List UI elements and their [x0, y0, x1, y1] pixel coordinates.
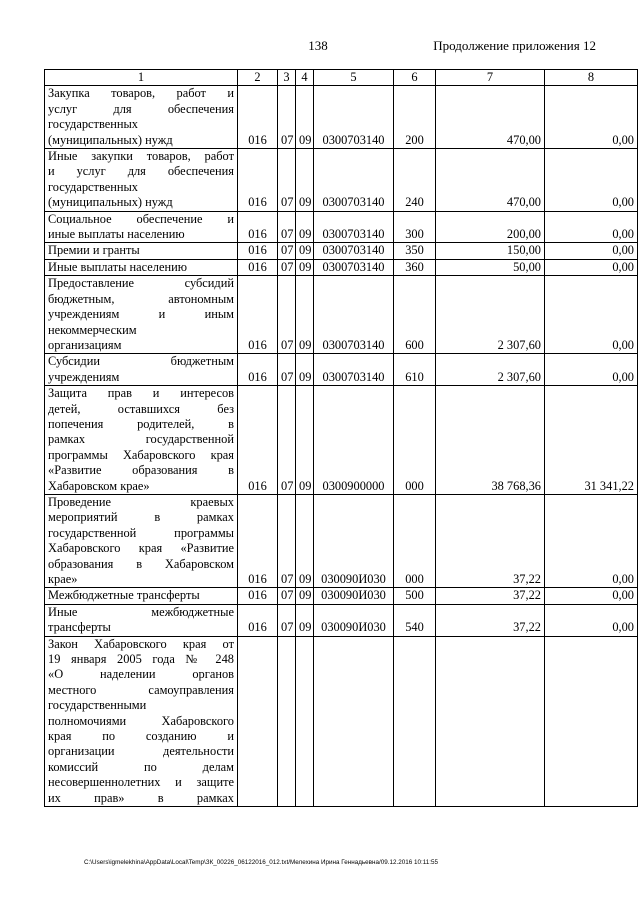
- amount-2017: 50,00: [436, 259, 545, 275]
- ministry-code: 016: [238, 86, 278, 149]
- subsection-code: 09: [296, 354, 314, 386]
- ministry-code: 016: [238, 588, 278, 604]
- row-name-line: Иные межбюджетные: [48, 604, 234, 619]
- subsection-code: 09: [296, 86, 314, 149]
- expense-type-code: 350: [394, 243, 436, 259]
- row-name-line: организациям: [48, 337, 122, 352]
- row-name-line: Закупка товаров, работ и: [48, 86, 234, 101]
- section-code: 07: [278, 276, 296, 354]
- row-name-line: несовершеннолетних и защите: [48, 775, 234, 790]
- amount-2017: 38 768,36: [436, 386, 545, 495]
- row-name-line: комиссий по делам: [48, 759, 234, 774]
- amount-2017: 470,00: [436, 86, 545, 149]
- row-name: [45, 354, 238, 386]
- column-header: 5: [314, 70, 394, 86]
- row-name-line: трансферты: [48, 620, 111, 635]
- row-name-line: программы Хабаровского края: [48, 447, 234, 462]
- table-row: [45, 259, 638, 275]
- ministry-code: 016: [238, 354, 278, 386]
- row-name-line: Проведение краевых: [48, 494, 234, 509]
- row-name-line: организации деятельности: [48, 744, 234, 759]
- section-code: 07: [278, 604, 296, 636]
- column-header: 8: [545, 70, 638, 86]
- row-name-line: крае»: [48, 572, 78, 586]
- row-name-line: края по созданию и: [48, 729, 234, 744]
- section-code: [278, 636, 296, 806]
- subsection-code: 09: [296, 211, 314, 243]
- row-name-line: детей, оставшихся без: [48, 401, 234, 416]
- subsection-code: 09: [296, 386, 314, 495]
- table-row: [45, 243, 638, 259]
- row-name-line: попечения родителей, в: [48, 416, 234, 431]
- subsection-code: [296, 636, 314, 806]
- table-row: [45, 588, 638, 604]
- row-name-line: государственных: [48, 117, 139, 132]
- ministry-code: 016: [238, 494, 278, 587]
- amount-2017: 37,22: [436, 494, 545, 587]
- table-row: [45, 494, 638, 587]
- expense-type-code: 300: [394, 211, 436, 243]
- ministry-code: 016: [238, 243, 278, 259]
- row-name-line: местного самоуправления: [48, 682, 234, 697]
- table-row: [45, 211, 638, 243]
- subsection-code: 09: [296, 494, 314, 587]
- column-header: 1: [45, 70, 238, 86]
- row-name: [45, 149, 238, 212]
- ministry-code: [238, 636, 278, 806]
- row-name: [45, 636, 238, 806]
- target-code: 0300703140: [314, 211, 394, 243]
- row-name-line: «Развитие образования в: [48, 463, 234, 478]
- subsection-code: 09: [296, 588, 314, 604]
- row-name: [45, 276, 238, 354]
- expense-type-code: [394, 636, 436, 806]
- row-name-line: Предоставление субсидий: [48, 276, 234, 291]
- column-header: 2: [238, 70, 278, 86]
- row-name-line: и услуг для обеспечения: [48, 164, 234, 179]
- ministry-code: 016: [238, 259, 278, 275]
- row-name: [45, 86, 238, 149]
- amount-2017: [436, 636, 545, 806]
- section-code: 07: [278, 354, 296, 386]
- row-name-line: Субсидии бюджетным: [48, 354, 234, 369]
- row-name-line: государственной программы: [48, 525, 234, 540]
- expense-type-code: 500: [394, 588, 436, 604]
- row-name-line: мероприятий в рамках: [48, 510, 234, 525]
- header-row: [45, 70, 638, 86]
- ministry-code: 016: [238, 604, 278, 636]
- row-name-line: некоммерческим: [48, 322, 137, 337]
- amount-2018: 0,00: [545, 243, 638, 259]
- column-header: 3: [278, 70, 296, 86]
- row-name-line: Закон Хабаровского края от: [48, 636, 234, 651]
- column-header: 7: [436, 70, 545, 86]
- row-name: [45, 588, 238, 604]
- row-name: [45, 259, 238, 275]
- expense-type-code: 360: [394, 259, 436, 275]
- row-name-line: государственными: [48, 698, 147, 713]
- row-name-line: бюджетным, автономным: [48, 291, 234, 306]
- target-code: 0300703140: [314, 149, 394, 212]
- amount-2018: [545, 636, 638, 806]
- row-name-line: «О наделении органов: [48, 667, 234, 682]
- amount-2017: 470,00: [436, 149, 545, 212]
- target-code: [314, 636, 394, 806]
- row-name-line: их прав» в рамках: [48, 790, 234, 805]
- row-name-line: иные выплаты населению: [48, 227, 185, 242]
- amount-2018: 0,00: [545, 354, 638, 386]
- subsection-code: 09: [296, 243, 314, 259]
- amount-2018: 0,00: [545, 588, 638, 604]
- amount-2018: 0,00: [545, 149, 638, 212]
- target-code: 0300703140: [314, 276, 394, 354]
- row-name-line: образования в Хабаровском: [48, 556, 234, 571]
- row-name: [45, 386, 238, 495]
- amount-2018: 0,00: [545, 86, 638, 149]
- section-code: 07: [278, 243, 296, 259]
- row-name-line: учреждениям: [48, 369, 120, 384]
- ministry-code: 016: [238, 149, 278, 212]
- row-name-line: Иные выплаты населению: [48, 259, 187, 274]
- row-name-line: Иные закупки товаров, работ: [48, 149, 234, 164]
- appendix-caption: Продолжение приложения 12: [433, 38, 596, 53]
- row-name-line: (муниципальных) нужд: [48, 132, 173, 147]
- row-name-line: рамках государственной: [48, 432, 234, 447]
- target-code: 030090И030: [314, 494, 394, 587]
- row-name: [45, 243, 238, 259]
- expense-type-code: 540: [394, 604, 436, 636]
- expense-type-code: 610: [394, 354, 436, 386]
- expense-type-code: 000: [394, 386, 436, 495]
- expense-type-code: 240: [394, 149, 436, 212]
- amount-2018: 0,00: [545, 211, 638, 243]
- amount-2018: 0,00: [545, 604, 638, 636]
- expense-type-code: 200: [394, 86, 436, 149]
- target-code: 0300900000: [314, 386, 394, 495]
- amount-2018: 0,00: [545, 276, 638, 354]
- row-name: [45, 494, 238, 587]
- row-name-line: Премии и гранты: [48, 243, 140, 258]
- section-code: 07: [278, 86, 296, 149]
- ministry-code: 016: [238, 386, 278, 495]
- table-row: [45, 354, 638, 386]
- target-code: 0300703140: [314, 354, 394, 386]
- table-row: [45, 276, 638, 354]
- table-row: [45, 149, 638, 212]
- section-code: 07: [278, 259, 296, 275]
- column-header: 6: [394, 70, 436, 86]
- table-row: [45, 386, 638, 495]
- amount-2017: 2 307,60: [436, 276, 545, 354]
- row-name-line: Социальное обеспечение и: [48, 211, 234, 226]
- section-code: 07: [278, 494, 296, 587]
- amount-2017: 37,22: [436, 588, 545, 604]
- subsection-code: 09: [296, 149, 314, 212]
- subsection-code: 09: [296, 276, 314, 354]
- section-code: 07: [278, 386, 296, 495]
- row-name-line: государственных: [48, 179, 139, 194]
- row-name-line: полномочиями Хабаровского: [48, 713, 234, 728]
- target-code: 030090И030: [314, 604, 394, 636]
- budget-table: [44, 69, 638, 807]
- target-code: 0300703140: [314, 259, 394, 275]
- ministry-code: 016: [238, 211, 278, 243]
- subsection-code: 09: [296, 259, 314, 275]
- section-code: 07: [278, 588, 296, 604]
- expense-type-code: 000: [394, 494, 436, 587]
- amount-2017: 37,22: [436, 604, 545, 636]
- footer-file-path: C:\Users\igmelekhina\AppData\Local\Temp\ЗК_00226_06122016_012.txt/Мелехина Ирина Геннадьевна/09.12.2016 10:11:55: [84, 859, 439, 866]
- amount-2017: 2 307,60: [436, 354, 545, 386]
- row-name-line: (муниципальных) нужд: [48, 195, 173, 210]
- row-name-line: Межбюджетные трансферты: [48, 588, 200, 603]
- column-header: 4: [296, 70, 314, 86]
- table-row: [45, 604, 638, 636]
- ministry-code: 016: [238, 276, 278, 354]
- row-name-line: Хабаровском крае»: [48, 478, 150, 493]
- section-code: 07: [278, 149, 296, 212]
- amount-2017: 200,00: [436, 211, 545, 243]
- subsection-code: 09: [296, 604, 314, 636]
- row-name-line: Хабаровского края «Развитие: [48, 541, 234, 556]
- expense-type-code: 600: [394, 276, 436, 354]
- table-row: [45, 86, 638, 149]
- table-row: [45, 636, 638, 806]
- target-code: 030090И030: [314, 588, 394, 604]
- row-name-line: 19 января 2005 года № 248: [48, 652, 234, 667]
- row-name: [45, 211, 238, 243]
- amount-2017: 150,00: [436, 243, 545, 259]
- section-code: 07: [278, 211, 296, 243]
- amount-2018: 0,00: [545, 494, 638, 587]
- page-number: 138: [308, 38, 328, 53]
- amount-2018: 31 341,22: [545, 386, 638, 495]
- target-code: 0300703140: [314, 86, 394, 149]
- table-body: [45, 86, 638, 807]
- amount-2018: 0,00: [545, 259, 638, 275]
- row-name-line: Защита прав и интересов: [48, 386, 234, 401]
- target-code: 0300703140: [314, 243, 394, 259]
- row-name-line: услуг для обеспечения: [48, 101, 234, 116]
- row-name: [45, 604, 238, 636]
- row-name-line: учреждениям и иным: [48, 307, 234, 322]
